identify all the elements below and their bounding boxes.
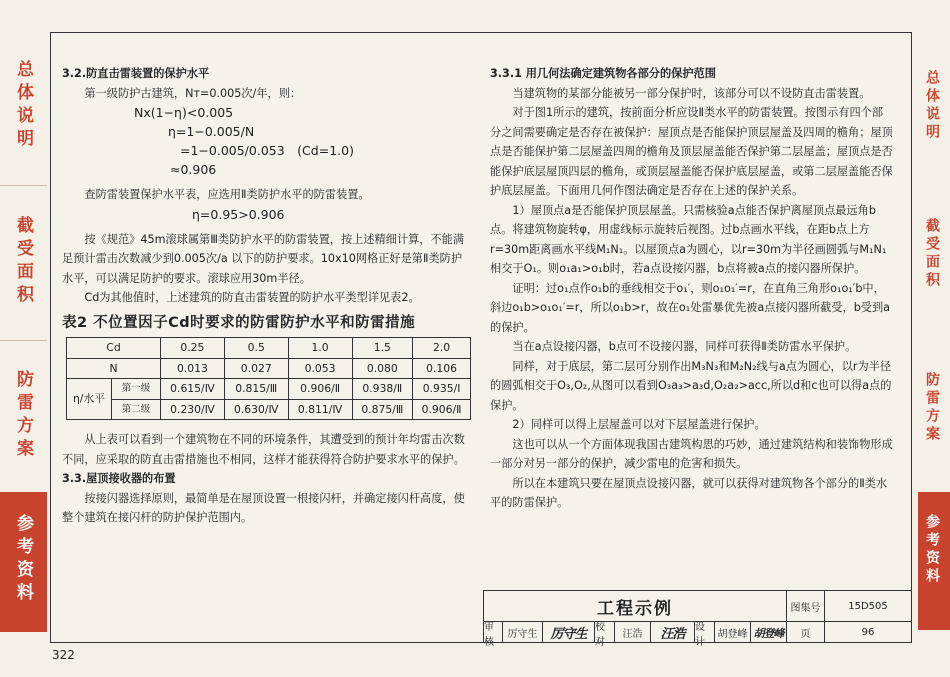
- right-column: [490, 64, 894, 513]
- atlas-number: 15D505: [824, 591, 911, 621]
- paragraph: 证明：过o₁点作o₁b的垂线相交于o₁′，则o₁o₁′=r，在直角三角形o₁o₁′b中，斜边o₁b>o₁o₁′=r，所以o₁b>r，故在o₁处雷暴优先被a点接闪器所截受，b受到a的保护。: [490, 281, 891, 334]
- paragraph: 同样，对于底层，第二层可分别作出M₃N₃和M₂N₂线与a点为圆心，以r为半径的圆弧相交于O₃,O₂,从图可以看到O₃a₃>a₃d,O₂a₂>acc,所以d和c也可以得a点的保护。: [490, 359, 892, 412]
- section-heading-3-2: 3.2.防直击雷装置的保护水平: [62, 67, 210, 80]
- design-label: 设计: [694, 622, 714, 643]
- table-row: 第二级 0.230/Ⅳ 0.630/Ⅳ 0.811/Ⅳ 0.875/Ⅲ 0.906/Ⅱ: [67, 399, 471, 420]
- paragraph: 当在a点设接闪器，b点可不设接闪器，同样可获得Ⅱ类防雷水平保护。: [512, 340, 857, 353]
- sidebar-item-protection-scheme[interactable]: 防雷方案: [13, 370, 33, 462]
- sidebar-item-capture-area[interactable]: 截受面积: [13, 216, 33, 308]
- paragraph: 查防雷装置保护水平表，应选用Ⅱ类防护水平的防雷装置。: [84, 188, 370, 201]
- strip-item-overview: 总体说明: [924, 70, 940, 142]
- paragraph: 按接闪器选择原则，最简单是在屋顶设置一根接闪杆，并确定接闪杆高度，使整个建筑在接闪杆的防护保护范围内。: [62, 491, 465, 524]
- strip-item-capture-area: 截受面积: [924, 218, 940, 290]
- category-sidebar: [0, 30, 47, 630]
- paragraph: 这也可以从一个方面体现我国古建筑构思的巧妙，通过建筑结构和装饰物形成一部分对另一部分的保护，减少雷电的危害和损失。: [490, 437, 893, 470]
- table-row: η/水平 第一级 0.615/Ⅳ 0.815/Ⅲ 0.906/Ⅱ 0.938/Ⅱ 0.935/Ⅰ: [67, 379, 471, 400]
- sidebar-divider: [0, 340, 47, 341]
- table-row: Cd 0.25 0.5 1.0 1.5 2.0: [67, 338, 471, 359]
- equation: η=1−0.005/N: [168, 124, 255, 139]
- title-block: [483, 590, 912, 648]
- equation: ≈0.906: [170, 162, 217, 177]
- design-signature: 胡登峰: [750, 622, 786, 643]
- sheet-page-number: 96: [824, 622, 911, 643]
- paragraph: 所以在本建筑只要在屋顶点设接闪器，就可以获得对建筑物各个部分的Ⅱ类水平的防雷保护。: [490, 476, 888, 509]
- check-signature: 汪浩: [650, 622, 694, 643]
- paragraph: 1）屋顶点a是否能保护顶层屋盖。只需核验a点能否保护离屋顶点最远角b点。将建筑物旋转φ，用虚线标示旋转后视图。过b点画水平线，在距b点上方r=30m距离画水平线M₁N₁。以屋顶点a为圆心，以r=30m为半径画圆弧与M₁N₁相交于O₁。则o₁a₁>o₁b时，若a点设接闪器，b点将被a点的接闪器所保护。: [490, 203, 887, 275]
- review-name: 厉守生: [502, 622, 542, 643]
- left-column: [62, 64, 472, 528]
- paragraph: 当建筑物的某部分能被另一部分保护时，该部分可以不设防直击雷装置。: [512, 86, 871, 100]
- strip-item-reference-active: 参考资料: [918, 492, 950, 630]
- table-row: N 0.013 0.027 0.053 0.080 0.106: [67, 358, 471, 379]
- table-caption: 表2 不位置因子Cd时要求的防雷防护水平和防雷措施: [62, 314, 416, 331]
- atlas-number-label: 图集号: [786, 591, 824, 621]
- sidebar-item-reference-active[interactable]: 参考资料: [0, 492, 47, 632]
- drawing-title: 工程示例: [597, 598, 673, 619]
- paragraph: 2）同样可以得上层屋盖可以对下层屋盖进行保护。: [512, 418, 766, 431]
- check-name: 汪浩: [614, 622, 650, 643]
- section-heading-3-3: 3.3.屋顶接收器的布置: [62, 472, 176, 485]
- section-heading-3-3-1: 3.3.1 用几何法确定建筑物各部分的保护范围: [490, 67, 716, 80]
- next-page-strip: [918, 30, 950, 630]
- paragraph: 对于图1所示的建筑，按前面分析应设Ⅱ类水平的防雷装置。按图示有四个部分之间需要确定是否存在被保护：屋顶点是否能保护顶层屋盖及四周的檐角；屋顶点是否能保护第二层屋盖四周的檐角及顶层屋盖能否保护第二层屋盖；屋顶点是否能保护底层屋顶四层的檐角，或顶层屋盖能否保护底层屋盖，或第二层屋盖能否保护底层屋盖。下面用几何作图法确定是否存在上述的保护关系。: [490, 106, 893, 197]
- check-label: 校对: [594, 622, 614, 643]
- equation: =1−0.005/0.053 (Cd=1.0): [180, 143, 354, 158]
- paragraph: 按《规范》45m滚球属第Ⅲ类防护水平的防雷装置，按上述精细计算，不能满足预计雷击次数减少到0.005次/a 以下的防护要求。10x10网格正好是第Ⅱ类防护水平，可以满足防护的要求。滚球应用30m半径。: [62, 232, 465, 285]
- page-number: 322: [52, 648, 75, 662]
- sidebar-item-overview[interactable]: 总体说明: [13, 60, 33, 152]
- paragraph: 第一级防护古建筑，Nт=0.005次/年，则：: [84, 86, 302, 100]
- strip-item-protection-scheme: 防雷方案: [924, 372, 940, 444]
- equation: η=0.95>0.906: [192, 206, 285, 222]
- paragraph: Cd为其他值时，上述建筑的防直击雷装置的防护水平类型详见表2。: [84, 291, 420, 304]
- protection-level-table: [66, 337, 471, 420]
- review-label: 审核: [484, 621, 494, 648]
- sidebar-divider: [0, 185, 47, 186]
- equation: Nx(1−η)<0.005: [134, 105, 234, 120]
- design-name: 胡登峰: [714, 622, 750, 643]
- page-label: 页: [786, 622, 824, 643]
- review-signature: 厉守生: [542, 622, 594, 643]
- paragraph: 从上表可以看到一个建筑物在不同的环境条件，其遭受到的预计年均雷击次数不同，应采取的防直击雷措施也不相同，这样才能获得符合防护要求水平的保护。: [62, 433, 465, 466]
